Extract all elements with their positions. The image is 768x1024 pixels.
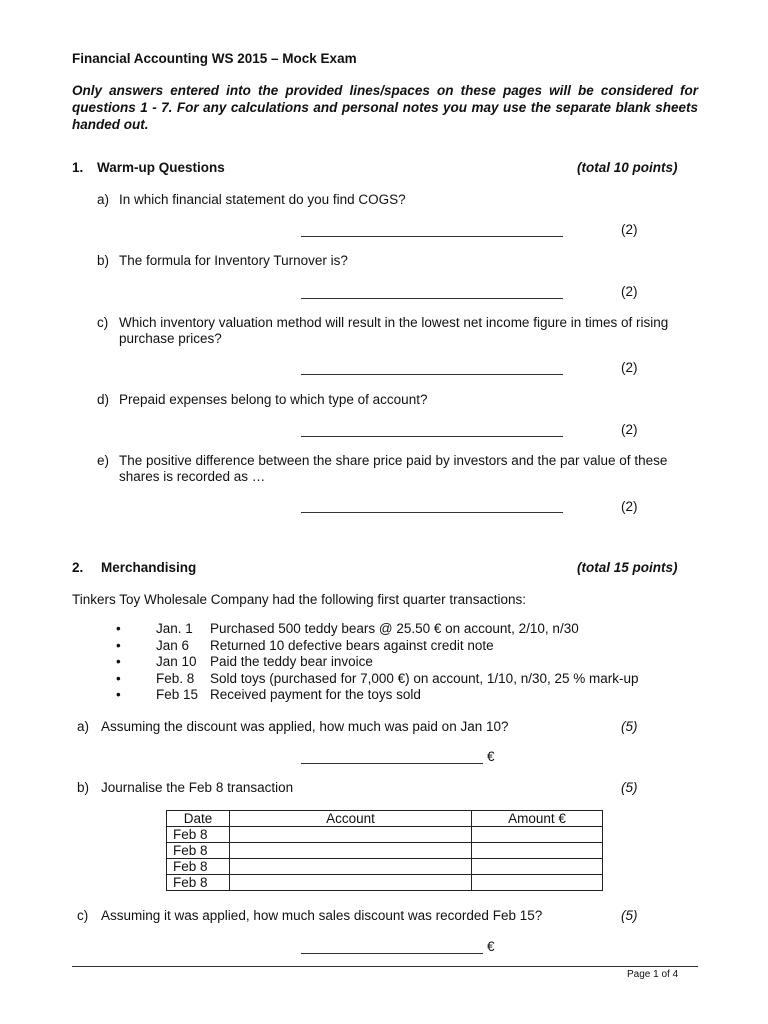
cell-amount[interactable]	[472, 827, 603, 843]
answer-line[interactable]	[301, 763, 483, 764]
table-row	[167, 843, 603, 859]
table-row	[167, 827, 603, 843]
question-label: c)	[97, 315, 109, 330]
question-text: The formula for Inventory Turnover is?	[119, 253, 348, 268]
question-points: (2)	[621, 422, 638, 437]
transaction-text: Purchased 500 teddy bears @ 25.50 € on account, 2/10, n/30	[210, 621, 579, 636]
question-points: (2)	[621, 360, 638, 375]
answer-line[interactable]	[301, 512, 563, 513]
transaction-text: Paid the teddy bear invoice	[210, 654, 373, 669]
question-points: (2)	[621, 499, 638, 514]
question-text: Prepaid expenses belong to which type of account?	[119, 392, 428, 407]
answer-line[interactable]	[301, 298, 563, 299]
transaction-date: Feb 15	[156, 687, 199, 702]
column-header-amount: Amount €	[472, 811, 603, 827]
cell-date: Feb 8	[167, 875, 230, 891]
question-points: (5)	[621, 908, 638, 923]
question-points: (5)	[621, 780, 638, 795]
question-text: In which financial statement do you find COGS?	[119, 192, 406, 207]
question-label: e)	[97, 453, 110, 468]
cell-amount[interactable]	[472, 859, 603, 875]
currency-symbol: €	[487, 749, 495, 764]
question-label: b)	[97, 253, 110, 268]
answer-line[interactable]	[301, 374, 563, 375]
section2-title: Merchandising	[101, 560, 197, 575]
transaction-text: Returned 10 defective bears against credit note	[210, 637, 494, 653]
question-label: c)	[77, 908, 89, 923]
question-text: Which inventory valuation method will result in the lowest net income figure in times of rising purchase prices?	[119, 315, 669, 346]
exam-instructions: Only answers entered into the provided lines/spaces on these pages will be considered for questions 1 - 7. For any calculations and personal notes you may use the separate blank sheets handed out.	[72, 83, 698, 132]
table-header-row	[167, 811, 603, 827]
transaction-date: Jan 6	[156, 637, 190, 653]
section1-title: Warm-up Questions	[97, 160, 225, 175]
bullet-icon: •	[116, 670, 121, 686]
cell-account[interactable]	[230, 859, 472, 875]
page-number: Page 1 of 4	[627, 969, 679, 980]
column-header-date: Date	[167, 811, 230, 827]
question-label: a)	[77, 719, 90, 734]
question-points: (5)	[621, 719, 638, 734]
cell-date: Feb 8	[167, 859, 230, 875]
exam-title: Financial Accounting WS 2015 – Mock Exam	[72, 51, 357, 66]
table-row	[167, 875, 603, 891]
footer-divider	[72, 966, 698, 967]
question-text: The positive difference between the share price paid by investors and the par value of these shares is recorded as …	[119, 453, 668, 484]
answer-line[interactable]	[301, 436, 563, 437]
bullet-icon: •	[116, 637, 121, 653]
cell-amount[interactable]	[472, 875, 603, 891]
bullet-icon: •	[116, 687, 121, 702]
section2-points: (total 15 points)	[577, 560, 678, 575]
question-label: b)	[77, 780, 90, 795]
cell-date: Feb 8	[167, 843, 230, 859]
bullet-icon: •	[116, 654, 121, 669]
answer-line[interactable]	[301, 953, 483, 954]
answer-line[interactable]	[301, 236, 563, 237]
question-points: (2)	[621, 222, 638, 237]
transaction-date: Jan 10	[156, 654, 197, 669]
section1-number: 1.	[72, 160, 84, 175]
transaction-date: Feb. 8	[156, 670, 195, 686]
question-text: Assuming it was applied, how much sales discount was recorded Feb 15?	[101, 908, 543, 923]
journal-entry-table	[166, 810, 603, 891]
cell-date: Feb 8	[167, 827, 230, 843]
column-header-account: Account	[230, 811, 472, 827]
question-points: (2)	[621, 284, 638, 299]
cell-account[interactable]	[230, 827, 472, 843]
question-text: Assuming the discount was applied, how much was paid on Jan 10?	[101, 719, 509, 734]
section1-points: (total 10 points)	[577, 160, 678, 175]
currency-symbol: €	[487, 939, 495, 954]
table-row	[167, 859, 603, 875]
transaction-date: Jan. 1	[156, 621, 193, 636]
section2-intro: Tinkers Toy Wholesale Company had the following first quarter transactions:	[72, 592, 526, 607]
transaction-text: Received payment for the toys sold	[210, 687, 421, 702]
cell-account[interactable]	[230, 875, 472, 891]
section2-number: 2.	[72, 560, 84, 575]
cell-account[interactable]	[230, 843, 472, 859]
transaction-text: Sold toys (purchased for 7,000 €) on account, 1/10, n/30, 25 % mark-up	[210, 670, 639, 686]
bullet-icon: •	[116, 621, 121, 636]
cell-amount[interactable]	[472, 843, 603, 859]
question-label: a)	[97, 192, 110, 207]
question-text: Journalise the Feb 8 transaction	[101, 780, 294, 795]
question-label: d)	[97, 392, 110, 407]
